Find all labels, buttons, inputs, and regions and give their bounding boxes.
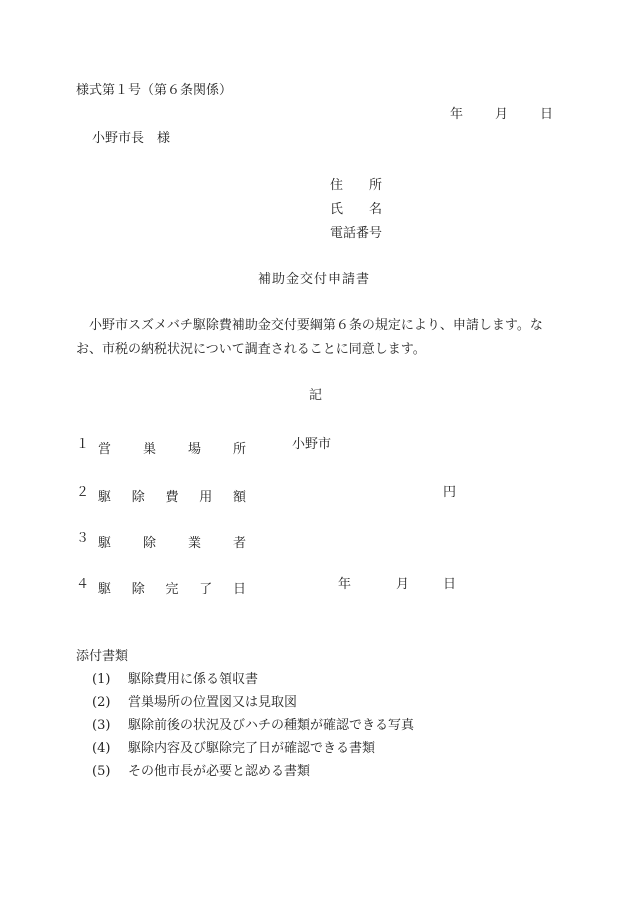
item-3-label: 駆 除 業 者: [98, 536, 246, 551]
item-1-label: 営 巣 場 所: [98, 442, 246, 457]
item-4-day: 日: [443, 577, 457, 592]
name-label: 氏 名: [330, 202, 383, 217]
phone-label: 電話番号: [330, 226, 383, 241]
form-number: 様式第１号（第６条関係）: [76, 83, 233, 98]
body-text: 小野市スズメバチ駆除費補助金交付要綱第６条の規定により、申請します。なお、市税の納税状況について調査されることに同意します。: [76, 318, 543, 357]
attachment-item: (4) 駆除内容及び駆除完了日が確認できる書類: [92, 741, 376, 756]
addressee: 小野市長 様: [92, 131, 171, 146]
date-year: 年: [450, 107, 464, 122]
date-day: 日: [540, 107, 554, 122]
body-paragraph: [76, 314, 554, 362]
item-3-number: ３: [76, 531, 90, 546]
attachment-item: (3) 駆除前後の状況及びハチの種類が確認できる写真: [92, 718, 415, 733]
item-2-value-yen: 円: [443, 485, 457, 500]
address-label: 住 所: [330, 178, 383, 193]
item-1-number: １: [76, 437, 90, 452]
attachments-heading: 添付書類: [76, 649, 129, 664]
document-title: 補助金交付申請書: [258, 272, 371, 287]
item-4-year: 年: [338, 577, 352, 592]
item-4-label: 駆 除 完 了 日: [98, 582, 246, 597]
date-month: 月: [495, 107, 509, 122]
attachment-item: (5) その他市長が必要と認める書類: [92, 764, 311, 779]
item-2-number: ２: [76, 485, 90, 500]
item-4-number: ４: [76, 577, 90, 592]
attachment-item: (1) 駆除費用に係る領収書: [92, 672, 259, 687]
attachment-item: (2) 営巣場所の位置図又は見取図: [92, 695, 298, 710]
item-2-label: 駆 除 費 用 額: [98, 490, 246, 505]
item-1-value: 小野市: [292, 437, 332, 452]
item-4-month: 月: [396, 577, 410, 592]
ki-heading: 記: [309, 388, 323, 403]
